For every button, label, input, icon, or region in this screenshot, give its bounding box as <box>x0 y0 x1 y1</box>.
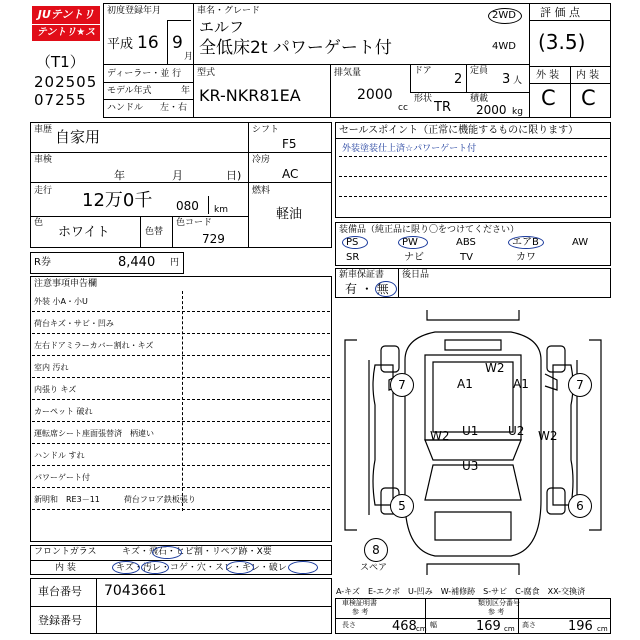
note-item: 左右ドアミラーカバー割れ・キズ <box>34 341 154 350</box>
car-grade: 全低床2t パワーゲート付 <box>199 38 392 58</box>
note-item: 外装 小A・小U <box>34 297 88 306</box>
spare-label: スペア <box>360 563 388 573</box>
int-grade-label: 内 装 <box>576 70 600 81</box>
warranty-value: 有 ・ 無 <box>345 282 389 296</box>
dims-length-unit: cm <box>416 625 427 633</box>
damage-mark-u3: U3 <box>462 459 479 473</box>
logo <box>32 6 100 54</box>
sales-point-box <box>335 122 611 218</box>
usage-value: 自家用 <box>55 128 101 146</box>
warranty-no-circle <box>375 281 397 297</box>
load-unit: kg <box>512 107 523 117</box>
chassis-value: 7043661 <box>104 583 167 599</box>
damage-mark-u1: U1 <box>462 424 479 438</box>
r-ticket-label: R券 <box>34 257 51 268</box>
equipment-label: 装備品（純正品に限り〇をつけてください） <box>339 225 520 235</box>
equip-item: TV <box>460 252 473 263</box>
equip-item: ナビ <box>404 252 424 263</box>
shift-label: シフト <box>252 125 280 135</box>
fuel-value: 軽油 <box>276 207 303 222</box>
sales-point-label: セールスポイント（正常に機能するものに限ります） <box>339 125 579 136</box>
dealer-label: ディーラー・並 行 <box>107 69 182 79</box>
model-year-unit: 年 <box>181 86 191 96</box>
interior-circle-2 <box>141 561 169 574</box>
front-glass-label: フロントガラス <box>34 547 97 557</box>
capacity-unit: 人 <box>513 76 523 86</box>
dims-length-sub: 参 考 <box>352 608 369 616</box>
interior-circle-1 <box>112 561 140 574</box>
damage-mark-w2-right: W2 <box>538 429 558 443</box>
ext-grade-label: 外 装 <box>536 70 560 81</box>
car-name: エルフ <box>199 18 245 36</box>
panel-circle: 6 <box>568 494 592 518</box>
usage-label: 車歴 <box>34 125 53 135</box>
chassis-label: 車台番号 <box>38 585 82 598</box>
panel-circle: 7 <box>568 373 592 397</box>
first-reg-bracket <box>167 20 194 64</box>
interior-circle-3 <box>226 561 254 574</box>
serial-number-1: 202505 <box>34 73 98 91</box>
handle-value: 左・右 <box>160 103 188 113</box>
grade-label: 評 価 点 <box>540 6 580 19</box>
note-item: ハンドル すれ <box>34 451 85 460</box>
shape-value: TR <box>434 100 451 115</box>
note-item: 運転席シート座面張替済 柄違い <box>34 429 154 438</box>
first-reg-month-unit: 月 <box>184 52 194 62</box>
dims-length: 468 <box>392 619 417 634</box>
dims-width: 169 <box>476 619 501 634</box>
equip-ps-circle <box>342 236 368 249</box>
equip-item: エアB <box>512 237 539 248</box>
note-item: 内張り キズ <box>34 385 77 394</box>
shift-value: F5 <box>282 137 297 151</box>
dims-length-label: 車検証明書 <box>342 599 377 607</box>
registration-label: 登録番号 <box>38 614 82 627</box>
load-value: 2000 <box>476 103 507 117</box>
note-item: 荷台キズ・サビ・凹み <box>34 319 114 328</box>
car-name-label: 車名・グレード <box>197 6 261 16</box>
capacity-value: 3 <box>502 72 511 87</box>
equip-item: AW <box>572 237 589 248</box>
mileage-label: 走行 <box>34 186 53 196</box>
damage-mark-u2: U2 <box>508 424 525 438</box>
panel-circle: 7 <box>390 373 414 397</box>
panel-circle: 8 <box>364 538 388 562</box>
dims-height-label: 類別区分番号 <box>478 599 520 607</box>
displacement-value: 2000 <box>357 87 393 103</box>
sales-point-line1: 外装塗装仕上済☆パワーゲート付 <box>342 144 477 154</box>
dims-width-prefix: 幅 <box>430 621 437 629</box>
first-reg-label: 初度登録年月 <box>107 6 162 16</box>
warranty-later-label: 後日品 <box>402 270 430 280</box>
equip-item: カワ <box>516 252 536 263</box>
first-reg-year: 16 <box>137 33 159 53</box>
drive-4wd: 4WD <box>492 41 516 52</box>
logo-top: JUテントリ <box>32 6 100 24</box>
equip-airbag-circle <box>508 236 544 249</box>
ext-grade: C <box>541 86 556 110</box>
inspection-year-unit: 年 <box>114 169 125 182</box>
load-label: 積載 <box>470 94 489 104</box>
interior-circle-4 <box>288 561 318 574</box>
type-label: 型式 <box>197 68 216 78</box>
interior-label: 内 装 <box>55 563 76 573</box>
color-value: ホワイト <box>58 225 110 240</box>
code-label: （T1） <box>36 53 85 71</box>
type-value: KR-NKR81EA <box>199 86 301 105</box>
color-change-label: 色替 <box>145 227 164 237</box>
note-item: パワーゲート付 <box>34 473 90 482</box>
note-item: 室内 汚れ <box>34 363 69 372</box>
color-code-label: 色コード <box>176 218 213 228</box>
displacement-label: 排気量 <box>334 68 362 78</box>
grade-score: (3.5) <box>538 30 586 54</box>
notes-label: 注意事項申告欄 <box>34 279 98 289</box>
r-ticket-unit: 円 <box>170 258 180 268</box>
dims-height: 196 <box>568 619 593 634</box>
inspection-day-unit: 日) <box>226 169 242 182</box>
logo-bottom: テントリ★スター <box>32 25 100 41</box>
damage-mark-w2-top: W2 <box>485 361 505 375</box>
inspection-label: 車検 <box>34 155 53 165</box>
ac-label: 冷房 <box>252 155 271 165</box>
front-glass-circle <box>152 546 182 559</box>
panel-circle: 5 <box>390 494 414 518</box>
door-label: ドア <box>414 66 432 76</box>
warranty-label: 新車保証書 <box>339 270 385 280</box>
front-glass-value: キズ・飛石・ヒビ割・リペア跡・X要 <box>122 547 272 557</box>
displacement-unit: cc <box>398 103 408 113</box>
inspection-month-unit: 月 <box>172 169 183 182</box>
damage-mark-a1-left: A1 <box>457 377 473 391</box>
dims-length-prefix: 長さ <box>342 621 356 629</box>
door-value: 2 <box>454 72 463 87</box>
drive-2wd: 2WD <box>492 10 516 21</box>
dims-width-unit: cm <box>504 625 515 633</box>
int-grade: C <box>581 86 596 110</box>
shape-label: 形状 <box>414 94 433 104</box>
serial-number-2: 07255 <box>34 91 87 109</box>
ac-value: AC <box>282 167 299 181</box>
mileage-sub: 080 <box>176 199 199 213</box>
equip-item: ABS <box>456 237 476 248</box>
r-ticket-value: 8,440 <box>118 255 156 270</box>
first-reg-era: 平成 <box>107 37 134 52</box>
handle-label: ハンドル <box>107 103 144 113</box>
damage-mark-a1-right: A1 <box>513 377 529 391</box>
equip-pw-circle <box>398 236 428 249</box>
color-label: 色 <box>34 218 44 228</box>
equip-item: PS <box>346 237 359 248</box>
dims-height-prefix: 高さ <box>522 621 536 629</box>
model-year-label: モデル年式 <box>107 86 152 96</box>
interior-value: キズ・汚レ・コゲ・穴・スレ・キレ・破レ <box>116 563 287 573</box>
capacity-label: 定員 <box>470 66 489 76</box>
fuel-label: 燃料 <box>252 186 271 196</box>
equip-item: SR <box>346 252 360 263</box>
note-item: カーペット 破れ <box>34 407 93 416</box>
damage-mark-w2-left: W2 <box>430 429 450 443</box>
damage-legend: A-キズ E-エクボ U-凹み W-補修跡 S-サビ C-腐食 XX-交換済 <box>336 587 586 596</box>
dims-height-sub: 参 考 <box>488 608 505 616</box>
note-item: 新明和 RE3－11 荷台フロア鉄板張り <box>34 495 196 504</box>
mileage-unit: km <box>214 205 228 215</box>
r-ticket-box <box>30 252 184 274</box>
equip-item: PW <box>402 237 418 248</box>
dims-height-unit: cm <box>597 625 608 633</box>
color-code: 729 <box>202 232 225 246</box>
first-reg-month: 9 <box>172 33 183 53</box>
mileage-value: 12万0千 <box>82 190 153 211</box>
